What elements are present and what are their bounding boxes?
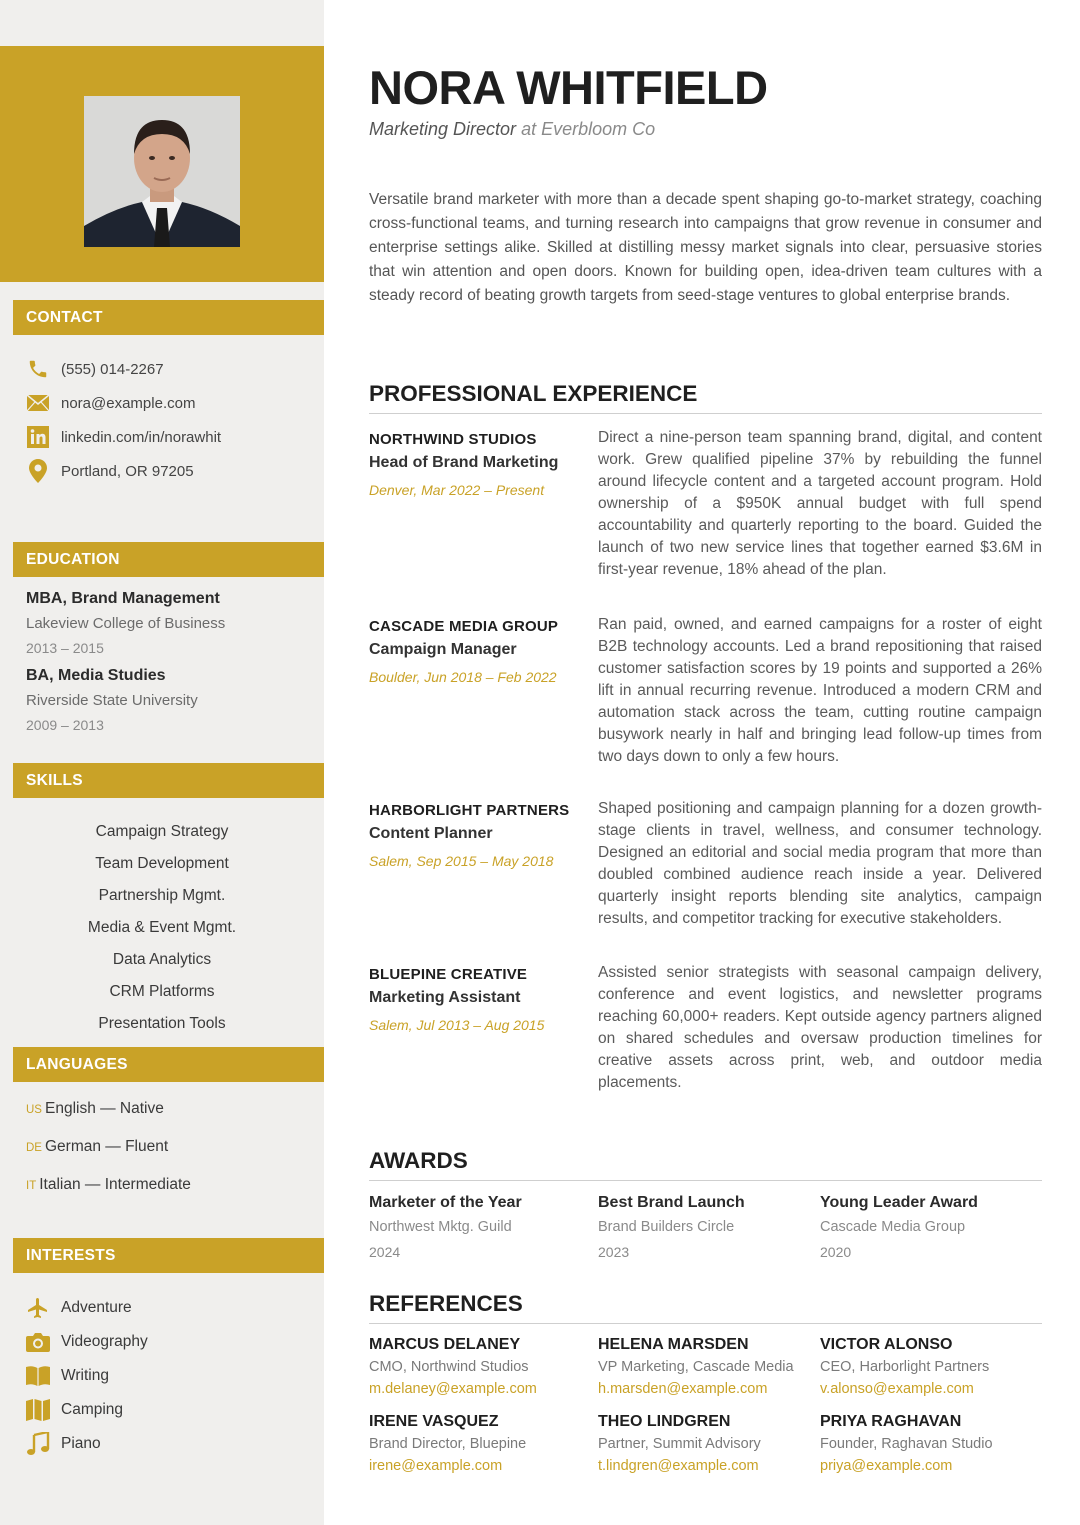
language-item (26, 1138, 168, 1156)
skill-item: Presentation Tools (98, 1015, 226, 1032)
skill-item: Data Analytics (112, 951, 212, 968)
reference-email[interactable]: t.lindgren@example.com (598, 1458, 759, 1474)
award-year: 2023 (598, 1244, 630, 1260)
job-dates: Salem, Jul 2013 – Aug 2015 (369, 1017, 545, 1033)
reference-name: IRENE VASQUEZ (369, 1413, 499, 1430)
job-dates: Salem, Sep 2015 – May 2018 (369, 853, 554, 869)
skill-item: Partnership Mgmt. (98, 887, 226, 904)
role-title: Marketing Director (369, 119, 517, 139)
job-company: BLUEPINE CREATIVE (369, 966, 528, 983)
reference-email[interactable]: m.delaney@example.com (369, 1381, 537, 1397)
award-year: 2020 (820, 1244, 852, 1260)
award-org: Brand Builders Circle (598, 1219, 735, 1235)
interest-item (26, 1431, 101, 1457)
reference-role: VP Marketing, Cascade Media (598, 1359, 794, 1375)
skill-item: Media & Event Mgmt. (87, 919, 237, 936)
reference-role: Partner, Summit Advisory (598, 1436, 761, 1452)
camera-icon (26, 1330, 50, 1354)
reference-email[interactable]: priya@example.com (820, 1458, 953, 1474)
job-description: Ran paid, owned, and earned campaigns for a roster of eight B2B technology accounts. Led a brand repositioning that raised customer satisfaction scores by 19 points and supported a 26% lift in annual recurring revenue. Introduced a modern CRM and automation stack across the team, cutting routine campaign busywork nearly in half and bringing lead follow-up times from two days down to only a few hours. (598, 616, 1042, 765)
education-years: 2009 – 2013 (26, 717, 104, 733)
skill-item: Team Development (95, 855, 229, 872)
interest-label: Writing (61, 1367, 109, 1384)
reference-role: Founder, Raghavan Studio (820, 1436, 993, 1452)
contact-location-text: Portland, OR 97205 (61, 462, 194, 480)
reference-name: THEO LINDGREN (598, 1413, 731, 1430)
language-item (26, 1176, 191, 1194)
award-org: Cascade Media Group (820, 1219, 966, 1235)
airplane-icon (26, 1296, 50, 1320)
reference-name: VICTOR ALONSO (820, 1336, 953, 1353)
reference-role: CMO, Northwind Studios (369, 1359, 529, 1375)
job-description: Direct a nine-person team spanning brand, digital, and content work. Grew qualified pipeline 37% by rebuilding the funnel around lifecycle content and a targeted account program. Hold ownership of a $950K annual budget with full spend accountability and quarterly reporting to the board. Guided the launch of two new service lines that together earned $3.6M in first-year revenue, 18% ahead of the plan. (598, 429, 1042, 578)
photo-band (0, 46, 324, 282)
contact-location (26, 459, 194, 483)
contact-linkedin-text: linkedin.com/in/norawhit (61, 428, 222, 446)
language-text: English — Native (44, 1100, 164, 1117)
contact-linkedin[interactable] (26, 425, 221, 449)
education-school: Riverside State University (26, 692, 198, 709)
interests-heading: INTERESTS (13, 1238, 324, 1273)
contact-phone-text: (555) 014-2267 (61, 360, 164, 378)
job-company: NORTHWIND STUDIOS (369, 431, 537, 448)
role-company: at Everbloom Co (521, 119, 656, 139)
reference-name: HELENA MARSDEN (598, 1336, 749, 1353)
candidate-name: NORA WHITFIELD (369, 61, 768, 114)
interest-item (26, 1329, 148, 1355)
profile-photo (84, 96, 240, 247)
languages-heading: LANGUAGES (13, 1047, 324, 1082)
contact-heading: CONTACT (13, 300, 324, 335)
job-title: Campaign Manager (369, 641, 517, 658)
music-note-icon (26, 1432, 50, 1456)
award-name: Best Brand Launch (598, 1194, 745, 1211)
reference-name: MARCUS DELANEY (369, 1336, 521, 1353)
education-school: Lakeview College of Business (26, 615, 226, 632)
candidate-role (369, 119, 655, 140)
award-year: 2024 (369, 1244, 401, 1260)
interest-label: Videography (61, 1333, 148, 1350)
reference-name: PRIYA RAGHAVAN (820, 1413, 962, 1430)
reference-email[interactable]: h.marsden@example.com (598, 1381, 768, 1397)
interest-item (26, 1397, 123, 1423)
language-text: German — Fluent (44, 1138, 169, 1155)
reference-email[interactable]: irene@example.com (369, 1458, 503, 1474)
interest-label: Adventure (61, 1299, 132, 1316)
job-title: Content Planner (369, 825, 493, 842)
contact-email[interactable] (26, 391, 195, 415)
reference-role: CEO, Harborlight Partners (820, 1359, 990, 1375)
mail-icon (26, 391, 50, 415)
profile-summary: Versatile brand marketer with more than a decade spent shaping go-to-market strategy, coaching cross-functional teams, and turning research into campaigns that grow revenue in consumer and enterprise settings alike. Skilled at distilling messy market signals into clear, persuasive stories that win attention and open doors. Known for building open, idea-driven team cultures with a steady record of beating growth targets from seed-stage ventures to global enterprise brands. (369, 191, 1042, 304)
awards-heading: AWARDS (369, 1148, 1042, 1181)
references-heading: REFERENCES (369, 1291, 1042, 1324)
phone-icon (26, 357, 50, 381)
language-code: US (26, 1104, 42, 1116)
job-dates: Denver, Mar 2022 – Present (369, 482, 545, 498)
award-name: Young Leader Award (820, 1194, 978, 1211)
award-name: Marketer of the Year (369, 1194, 522, 1211)
education-years: 2013 – 2015 (26, 640, 104, 656)
job-description: Shaped positioning and campaign planning for a dozen growth-stage clients in travel, wellness, and consumer technology. Designed an editorial and social media program that more than doubled combined audience reach inside a year. Delivered quarterly insight reports blending site analytics, campaign results, and competitor tracking for executive stakeholders. (598, 800, 1042, 927)
map-icon (26, 1398, 50, 1422)
experience-heading: PROFESSIONAL EXPERIENCE (369, 381, 1042, 414)
education-degree: MBA, Brand Management (26, 590, 220, 607)
job-title: Head of Brand Marketing (369, 454, 559, 471)
contact-phone[interactable] (26, 357, 164, 381)
job-company: HARBORLIGHT PARTNERS (369, 802, 570, 819)
location-pin-icon (26, 459, 50, 483)
reference-email[interactable]: v.alonso@example.com (820, 1381, 974, 1397)
language-code: DE (26, 1142, 42, 1154)
language-code: IT (26, 1180, 37, 1192)
job-description: Assisted senior strategists with seasonal campaign delivery, conference and event logistics, and newsletter programs reaching 60,000+ readers. Kept outside agency partners aligned on shared schedules and oversaw production timelines for creative assets across print, web, and outdoor media placements. (598, 964, 1042, 1091)
education-degree: BA, Media Studies (26, 667, 166, 684)
skills-heading: SKILLS (13, 763, 324, 798)
sidebar (0, 0, 324, 1525)
language-item (26, 1100, 164, 1118)
interest-label: Piano (61, 1435, 101, 1452)
contact-email-text: nora@example.com (61, 394, 196, 412)
interest-label: Camping (61, 1401, 124, 1418)
reference-role: Brand Director, Bluepine (369, 1436, 527, 1452)
skill-item: CRM Platforms (109, 983, 215, 1000)
language-text: Italian — Intermediate (39, 1176, 191, 1193)
education-heading: EDUCATION (13, 542, 324, 577)
job-company: CASCADE MEDIA GROUP (369, 618, 559, 635)
skill-item: Campaign Strategy (95, 823, 229, 840)
linkedin-icon (26, 425, 50, 449)
award-org: Northwest Mktg. Guild (369, 1219, 512, 1235)
job-dates: Boulder, Jun 2018 – Feb 2022 (369, 669, 557, 685)
book-icon (26, 1364, 50, 1388)
interest-item (26, 1363, 109, 1389)
job-title: Marketing Assistant (369, 989, 521, 1006)
interest-item (26, 1295, 132, 1321)
